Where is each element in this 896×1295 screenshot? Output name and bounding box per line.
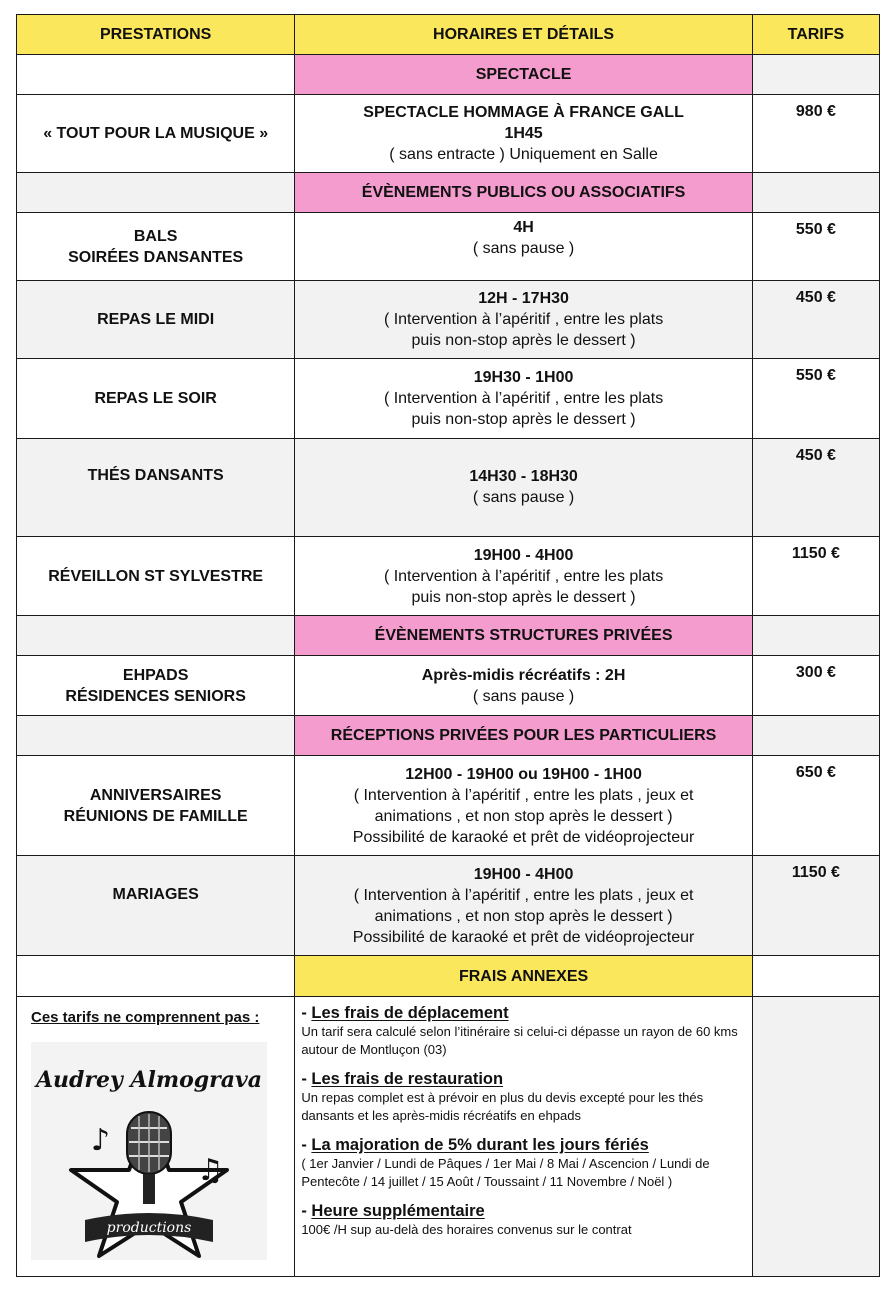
detail-hours: 19H00 - 4H00: [473, 546, 574, 564]
prestation-details: [295, 359, 753, 439]
section-row-spectacle: [17, 55, 880, 95]
fee-text: ( 1er Janvier / Lundi de Pâques / 1er Mai / 8 Mai / Ascencion / Lundi de Pentecôte / 14 juillet / 15 Août / Toussaint / 11 Novembre / Noël ): [301, 1156, 710, 1189]
name-line: ANNIVERSAIRES: [89, 786, 222, 804]
detail-text: ( sans pause ): [472, 687, 575, 705]
music-note-icon: ♪: [91, 1123, 111, 1158]
table-row: [17, 439, 880, 537]
section-blank: [17, 716, 295, 756]
detail-title: SPECTACLE HOMMAGE À FRANCE GALL: [363, 104, 684, 121]
company-logo: [31, 1042, 267, 1260]
table-row: [17, 281, 880, 359]
prestation-details: [295, 856, 753, 956]
prestation-name: THÉS DANSANTS: [17, 439, 295, 537]
detail-text: ( Intervention à l’apéritif , entre les plats: [383, 567, 664, 585]
fee-item: - Les frais de déplacement Un tarif sera calculé selon l’itinéraire si celui-ci dépasse un rayon de 60 kms autour de Montluçon (03): [301, 1003, 744, 1059]
detail-hours: 14H30 - 18H30: [469, 468, 578, 485]
detail-hours: 19H30 - 1H00: [473, 369, 574, 386]
price: 450 €: [752, 439, 879, 537]
header-prestations: PRESTATIONS: [17, 15, 295, 55]
detail-text: Possibilité de karaoké et prêt de vidéoprojecteur: [352, 928, 695, 946]
fee-title: Les frais de restauration: [311, 1070, 504, 1088]
fee-title: La majoration de 5% durant les jours fériés: [311, 1136, 649, 1154]
fee-item: - La majoration de 5% durant les jours fériés ( 1er Janvier / Lundi de Pâques / 1er Mai / 8 Mai / Ascencion / Lundi de Pentecôte / 14 juillet / 15 Août / Toussaint / 11 Novembre / Noël ): [301, 1135, 744, 1191]
price: 650 €: [752, 756, 879, 856]
pricing-table: [16, 14, 880, 1277]
detail-text: ( sans pause ): [472, 489, 575, 506]
detail-hours: 12H - 17H30: [478, 290, 569, 307]
fees-list: [295, 997, 753, 1277]
section-blank: [752, 716, 879, 756]
prestation-name: [17, 213, 295, 281]
section-blank: [17, 956, 295, 997]
header-row: [17, 15, 880, 55]
fee-text: Un tarif sera calculé selon l’itinéraire si celui-ci dépasse un rayon de 60 kms autour de Montluçon (03): [301, 1024, 738, 1057]
prestation-details: [295, 213, 753, 281]
table-row: [17, 213, 880, 281]
name-line: BALS: [133, 227, 178, 245]
prestation-details: [295, 537, 753, 616]
section-row-publics: [17, 173, 880, 213]
prestation-name: [17, 756, 295, 856]
fee-text: 100€ /H sup au-delà des horaires convenus sur le contrat: [301, 1222, 632, 1237]
section-title-structures: ÉVÈNEMENTS STRUCTURES PRIVÉES: [295, 616, 753, 656]
detail-text: ( Intervention à l’apéritif , entre les plats: [383, 311, 664, 328]
prestation-name: [17, 656, 295, 716]
table-row: [17, 359, 880, 439]
prestation-details: [295, 95, 753, 173]
prestation-details: [295, 281, 753, 359]
table-row: [17, 856, 880, 956]
fees-intro-cell: [17, 997, 295, 1277]
prestation-details: [295, 656, 753, 716]
prestation-name: « TOUT POUR LA MUSIQUE »: [17, 95, 295, 173]
microphone-stand: [143, 1174, 155, 1204]
section-blank: [17, 173, 295, 213]
price: 300 €: [752, 656, 879, 716]
detail-duration: 1H45: [504, 125, 543, 142]
prestation-name: RÉVEILLON ST SYLVESTRE: [17, 537, 295, 616]
fee-item: - Les frais de restauration Un repas complet est à prévoir en plus du devis excepté pour les thés dansants et les après-midis récréatifs en ehpads: [301, 1069, 744, 1125]
name-line: RÉUNIONS DE FAMILLE: [63, 807, 248, 825]
detail-text: ( Intervention à l’apéritif , entre les plats , jeux et: [353, 886, 694, 904]
detail-text: puis non-stop après le dessert ): [411, 588, 636, 606]
detail-text: ( Intervention à l’apéritif , entre les plats: [383, 390, 664, 407]
name-line: SOIRÉES DANSANTES: [68, 248, 244, 266]
fee-item: - Heure supplémentaire 100€ /H sup au-delà des horaires convenus sur le contrat: [301, 1201, 744, 1239]
section-blank: [752, 173, 879, 213]
fees-price-blank: [752, 997, 879, 1277]
prestation-name: MARIAGES: [17, 856, 295, 956]
detail-text: animations , et non stop après le dessert ): [374, 807, 673, 825]
fee-text: Un repas complet est à prévoir en plus du devis excepté pour les thés dansants et les après-midis récréatifs en ehpads: [301, 1090, 704, 1123]
section-title-receptions: RÉCEPTIONS PRIVÉES POUR LES PARTICULIERS: [295, 716, 753, 756]
header-tarifs: TARIFS: [752, 15, 879, 55]
price: 550 €: [752, 359, 879, 439]
table-row: [17, 756, 880, 856]
table-row: [17, 537, 880, 616]
section-row-receptions: [17, 716, 880, 756]
detail-hours: 4H: [513, 219, 534, 236]
detail-text: ( Intervention à l’apéritif , entre les plats , jeux et: [353, 786, 694, 804]
logo-name: Audrey Almograva: [35, 1067, 263, 1093]
section-blank: [752, 956, 879, 997]
detail-text: puis non-stop après le dessert ): [411, 411, 636, 428]
header-horaires: HORAIRES ET DÉTAILS: [295, 15, 753, 55]
fee-title: Heure supplémentaire: [311, 1202, 485, 1220]
name-line: RÉSIDENCES SENIORS: [65, 687, 246, 705]
section-blank: [17, 616, 295, 656]
section-row-structures: [17, 616, 880, 656]
section-title-publics: ÉVÈNEMENTS PUBLICS OU ASSOCIATIFS: [295, 173, 753, 213]
detail-text: animations , et non stop après le dessert ): [374, 907, 673, 925]
table-row: [17, 656, 880, 716]
detail-text: ( sans pause ): [472, 240, 575, 257]
detail-text: puis non-stop après le dessert ): [411, 332, 636, 349]
section-blank: [17, 55, 295, 95]
detail-hours: 19H00 - 4H00: [473, 865, 574, 883]
table-row: [17, 95, 880, 173]
music-note-icon: ♫: [197, 1153, 224, 1188]
price: 1150 €: [752, 537, 879, 616]
fees-intro: Ces tarifs ne comprennent pas :: [31, 1009, 260, 1026]
logo-subtitle: productions: [106, 1220, 192, 1236]
detail-hours: 12H00 - 19H00 ou 19H00 - 1H00: [405, 765, 642, 783]
section-blank: [752, 55, 879, 95]
prestation-details: [295, 439, 753, 537]
prestation-name: REPAS LE MIDI: [17, 281, 295, 359]
section-title-frais: FRAIS ANNEXES: [295, 956, 753, 997]
fees-row: [17, 997, 880, 1277]
detail-hours: Après-midis récréatifs : 2H: [421, 666, 626, 684]
price: 450 €: [752, 281, 879, 359]
price: 1150 €: [752, 856, 879, 956]
detail-text: Possibilité de karaoké et prêt de vidéoprojecteur: [352, 828, 695, 846]
section-blank: [752, 616, 879, 656]
fee-title: Les frais de déplacement: [311, 1004, 509, 1022]
detail-text: ( sans entracte ) Uniquement en Salle: [389, 146, 658, 163]
price: 550 €: [752, 213, 879, 281]
section-row-frais: [17, 956, 880, 997]
name-line: EHPADS: [122, 666, 189, 684]
prestation-name: REPAS LE SOIR: [17, 359, 295, 439]
section-title-spectacle: SPECTACLE: [295, 55, 753, 95]
price: 980 €: [752, 95, 879, 173]
prestation-details: [295, 756, 753, 856]
